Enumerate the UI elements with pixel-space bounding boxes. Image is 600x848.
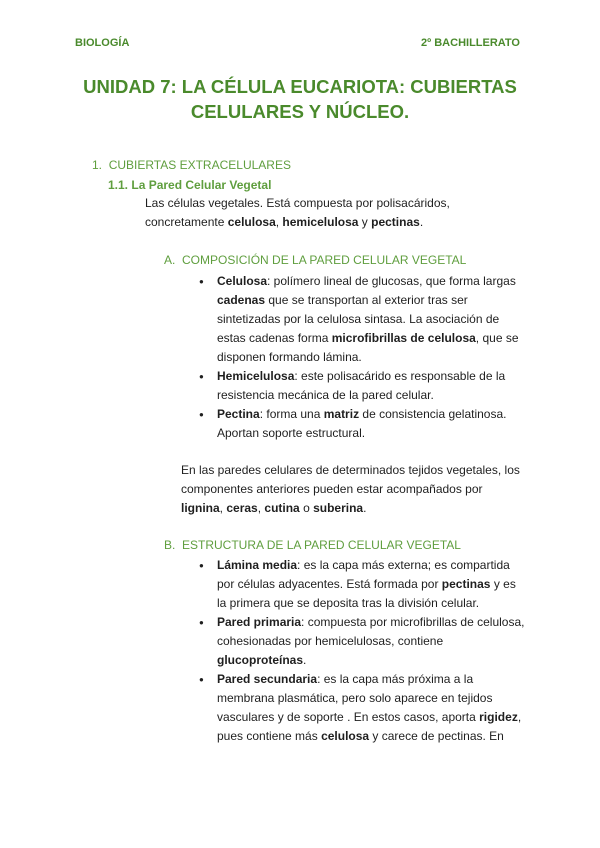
- bold-term: Hemicelulosa: [217, 369, 295, 383]
- section-number: 1.: [92, 158, 103, 172]
- list-item-pared-secundaria: [217, 670, 537, 746]
- bold-term: Pectina: [217, 407, 260, 421]
- text: ,: [257, 501, 265, 515]
- header-course: 2º BACHILLERATO: [421, 37, 520, 49]
- bold-term: rigidez: [479, 710, 518, 724]
- intro-line-2: [145, 213, 525, 232]
- bold-term: cadenas: [217, 293, 266, 307]
- line: [217, 613, 537, 632]
- line: [217, 272, 535, 291]
- list-item-hemicelulosa: [217, 367, 535, 405]
- text: : forma una: [259, 407, 324, 421]
- line: cohesionadas por hemicelulosas, contiene: [217, 634, 444, 648]
- bold-term: lignina: [181, 501, 220, 515]
- section-label: CUBIERTAS EXTRACELULARES: [108, 158, 291, 172]
- section-label: ESTRUCTURA DE LA PARED CELULAR VEGETAL: [182, 538, 461, 552]
- section-heading-a: [164, 253, 466, 267]
- list-item-lamina-media: [217, 556, 537, 613]
- section-letter: B.: [164, 538, 176, 552]
- section-letter: A.: [164, 253, 176, 267]
- line: [217, 670, 537, 689]
- text: vasculares y de soporte . En estos casos, aporta: [217, 710, 480, 724]
- text: o: [299, 501, 314, 515]
- text: ,: [275, 215, 283, 229]
- bold-term: Pared secundaria: [217, 672, 318, 686]
- list-item-pared-primaria: [217, 613, 537, 670]
- title-line-1: UNIDAD 7: LA CÉLULA EUCARIOTA: CUBIERTAS: [83, 76, 517, 97]
- text: estas cadenas forma: [217, 331, 332, 345]
- line: En las paredes celulares de determinados tejidos vegetales, los: [181, 463, 520, 477]
- text: ,: [517, 710, 522, 724]
- line: [217, 556, 537, 575]
- subsection-label: La Pared Celular Vegetal: [131, 178, 272, 192]
- bold-term: pectinas: [371, 215, 420, 229]
- bold-term: Lámina media: [217, 558, 298, 572]
- subsection-number: 1.1.: [108, 178, 129, 192]
- composition-list: [217, 272, 535, 443]
- list-item-celulosa: [217, 272, 535, 367]
- section-heading-b: [164, 538, 461, 552]
- bold-term: Celulosa: [217, 274, 268, 288]
- header-subject: BIOLOGÍA: [75, 37, 130, 49]
- additional-components-paragraph: [181, 461, 541, 518]
- bold-term: microfibrillas de celulosa: [331, 331, 476, 345]
- bold-term: Pared primaria: [217, 615, 302, 629]
- bold-term: glucoproteínas: [217, 653, 304, 667]
- text: .: [419, 215, 424, 229]
- intro-line-1: Las células vegetales. Está compuesta por polisacáridos,: [145, 196, 450, 210]
- line: sintetizadas por la celulosa sintasa. La asociación de: [217, 312, 500, 326]
- line: membrana plasmática, pero solo aparece en tejidos: [217, 691, 493, 705]
- line: [181, 499, 541, 518]
- line: [217, 291, 535, 310]
- text: de consistencia gelatinosa.: [359, 407, 507, 421]
- line: la primera que se deposita tras la división celular.: [217, 596, 480, 610]
- text: : este polisacárido es responsable de la: [294, 369, 506, 383]
- text: : compuesta por microfibrillas de celulosa,: [301, 615, 525, 629]
- subsection-heading-1-1: [108, 178, 271, 192]
- text: .: [363, 501, 367, 515]
- structure-list: [217, 556, 537, 746]
- section-heading-1: [92, 158, 291, 172]
- bold-term: hemicelulosa: [282, 215, 359, 229]
- line: [217, 727, 537, 746]
- bold-term: suberina: [313, 501, 364, 515]
- text: : polímero lineal de glucosas, que forma largas: [267, 274, 516, 288]
- line: [217, 651, 537, 670]
- line: [217, 575, 537, 594]
- list-item-pectina: [217, 405, 535, 443]
- line: disponen formando lámina.: [217, 350, 362, 364]
- page-title: [60, 74, 540, 124]
- text: pues contiene más: [217, 729, 322, 743]
- title-line-2: CELULARES Y NÚCLEO.: [190, 101, 410, 122]
- text: y es: [490, 577, 516, 591]
- bold-term: cutina: [264, 501, 300, 515]
- bold-term: pectinas: [441, 577, 491, 591]
- line: [217, 367, 535, 386]
- line: [217, 329, 535, 348]
- text: y carece de pectinas. En: [369, 729, 504, 743]
- bold-term: celulosa: [227, 215, 276, 229]
- line: [217, 405, 535, 424]
- bold-term: celulosa: [321, 729, 370, 743]
- text: concretamente: [145, 215, 228, 229]
- text: que se transportan al exterior tras ser: [265, 293, 468, 307]
- text: .: [303, 653, 307, 667]
- bold-term: matriz: [323, 407, 360, 421]
- text: : es la capa más externa; es compartida: [297, 558, 510, 572]
- intro-paragraph: [145, 194, 525, 232]
- text: , que se: [475, 331, 519, 345]
- line: resistencia mecánica de la pared celular.: [217, 388, 434, 402]
- line: [217, 708, 537, 727]
- text: ,: [219, 501, 227, 515]
- text: y: [358, 215, 372, 229]
- section-label: COMPOSICIÓN DE LA PARED CELULAR VEGETAL: [182, 253, 467, 267]
- text: por células adyacentes. Está formada por: [217, 577, 442, 591]
- text: : es la capa más próxima a la: [317, 672, 474, 686]
- line: Aportan soporte estructural.: [217, 426, 366, 440]
- bold-term: ceras: [226, 501, 258, 515]
- line: componentes anteriores pueden estar acompañados por: [181, 482, 483, 496]
